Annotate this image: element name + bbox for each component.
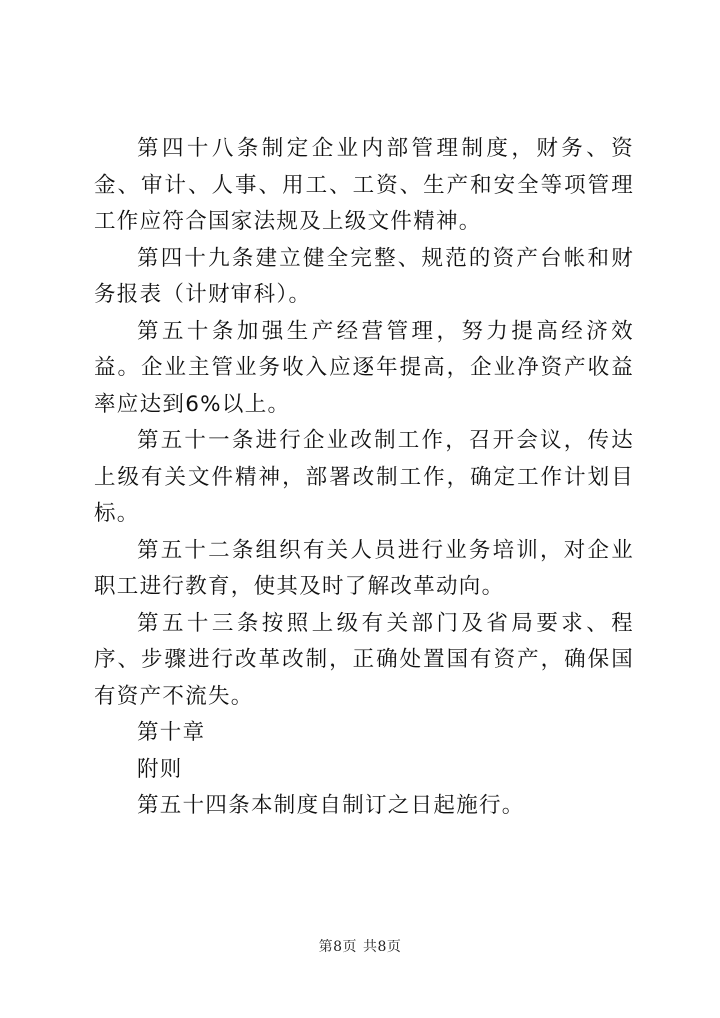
paragraph-article-49: 第四十九条建立健全完整、规范的资产台帐和财务报表（计财审科）。 (94, 245, 634, 307)
section-heading-appendix: 附则 (137, 756, 183, 782)
paragraph-article-48: 第四十八条制定企业内部管理制度，财务、资金、审计、人事、用工、工资、生产和安全等项管理工作应符合国家法规及上级文件精神。 (94, 136, 634, 234)
page-footer (0, 936, 720, 956)
paragraph-article-54: 第五十四条本制度自制订之日起施行。 (137, 793, 525, 818)
paragraph-article-50: 第五十条加强生产经营管理，努力提高经济效益。企业主管业务收入应逐年提高，企业净资产收益率应达到6%以上。 (94, 318, 634, 417)
paragraph-article-53: 第五十三条按照上级有关部门及省局要求、程序、步骤进行改革改制，正确处置国有资产，确保国有资产不流失。 (94, 610, 634, 709)
paragraph-article-52: 第五十二条组织有关人员进行业务培训，对企业职工进行教育，使其及时了解改革动向。 (94, 537, 634, 599)
paragraph-article-51: 第五十一条进行企业改制工作，召开会议，传达上级有关文件精神，部署改制工作，确定工作计划目标。 (94, 428, 634, 526)
document-body (94, 131, 634, 825)
page-total: 共8页 (363, 939, 402, 955)
page-number: 第8页 (318, 939, 357, 955)
chapter-heading: 第十章 (137, 720, 206, 745)
